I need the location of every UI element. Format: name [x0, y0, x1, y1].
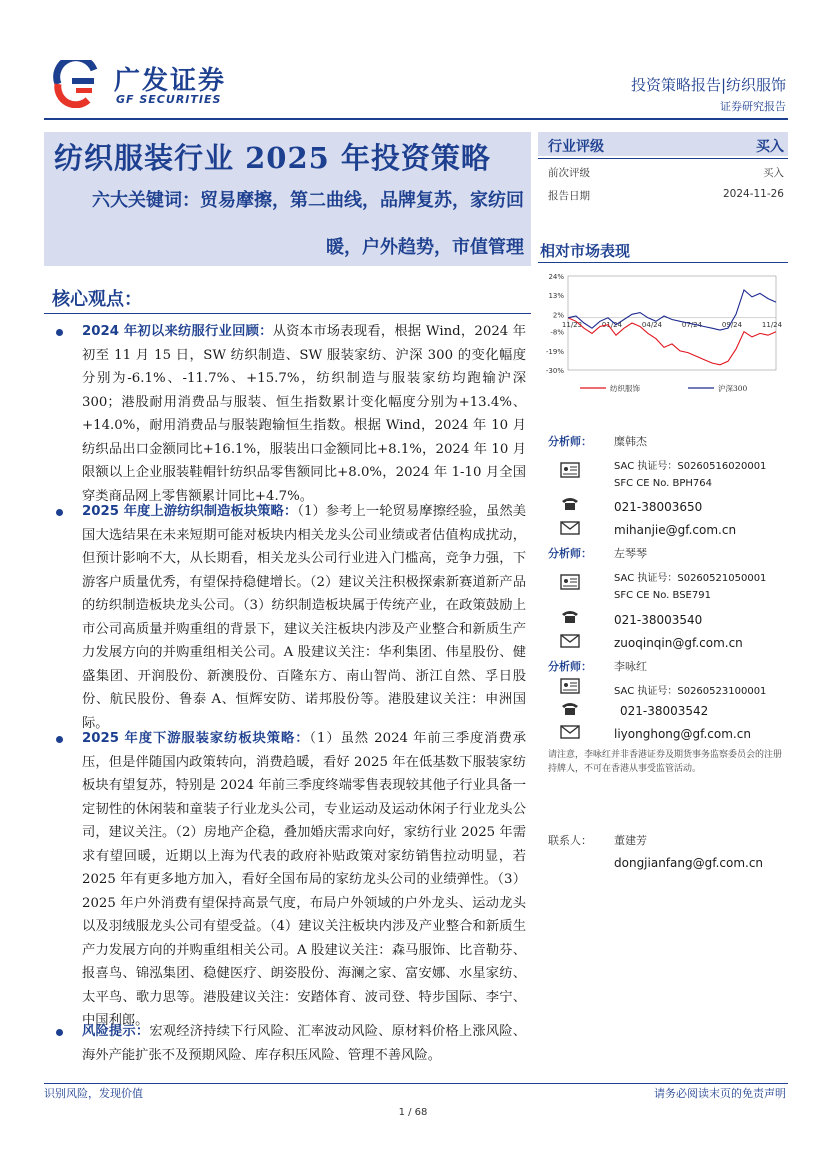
email-icon	[560, 633, 580, 649]
y-tick-label: 2%	[552, 311, 564, 320]
license-notice: 请注意，李咏红并非香港证券及期货事务监察委员会的注册持牌人，不可在香港从事受监管活动。	[548, 750, 783, 774]
core-item-lead: 风险提示：	[82, 1024, 150, 1039]
phone-icon	[560, 700, 580, 716]
x-tick-label: 01/24	[601, 320, 623, 329]
core-view-divider	[44, 313, 531, 314]
series-line-hs300	[568, 290, 776, 330]
analyst-phone: 021-38003540	[614, 613, 703, 627]
rating-divider	[538, 158, 788, 159]
x-tick-label: 11/24	[761, 320, 783, 329]
gf-logo-icon	[48, 60, 110, 108]
analyst-sfc: SFC CE No. BSE791	[614, 590, 711, 601]
analyst-label: 分析师：	[548, 660, 592, 673]
y-tick-label: -30%	[545, 367, 564, 375]
legend-label: 沪深300	[718, 384, 748, 393]
x-tick-label: 07/24	[681, 320, 703, 329]
report-type: 投资策略报告|纺织服饰	[630, 76, 786, 94]
report-date-value: 2024-11-26	[722, 188, 784, 200]
analyst-sac: SAC 执证号：S0260516020001	[614, 461, 767, 472]
rating-label: 行业评级	[548, 139, 604, 155]
analyst-phone: 021-38003542	[620, 704, 709, 718]
analyst-label: 分析师：	[548, 547, 592, 560]
email-icon	[560, 724, 580, 740]
performance-divider	[538, 262, 788, 263]
performance-title: 相对市场表现	[540, 242, 631, 260]
report-title: 纺织服装行业 2025 年投资策略	[54, 141, 491, 175]
core-item	[54, 1020, 526, 1067]
prev-rating-label: 前次评级	[548, 167, 590, 179]
y-tick-label: -8%	[550, 328, 564, 337]
page-number: 1 / 68	[398, 1107, 428, 1118]
footer-disclaimer-link[interactable]: 请务必阅读末页的免责声明	[654, 1087, 786, 1100]
analyst-name: 李咏红	[614, 660, 647, 673]
analyst-sac: SAC 执证号：S0260521050001	[614, 573, 767, 584]
analyst-email[interactable]: liyonghong@gf.com.cn	[614, 727, 751, 741]
x-tick-label: 11/23	[561, 320, 583, 329]
core-item-text: 从资本市场表现看，根据 Wind，2024 年初至 11 月 15 日，SW 纺织制造、SW 服装家纺、沪深 300 的变化幅度分别为-6.1%、-11.7%、+15.7%，纺织制造与服装家纺均跑输沪深 300；港股耐用消费品与服装、恒生指数累计变化幅度分别为+13.4%、+14.0%，耐用消费品与服装跑输恒生指数。根据 Wind，2024 年 10 月纺织品出口金额同比+16.1%，服装出口金额同比+8.1%，2024 年 10 月限额以上企业服装鞋帽针纺织品零售额同比+8.0%，2024 年 1-10 月全国穿类商品网上零售额累计同比+4.7%。	[82, 324, 526, 504]
id-card-icon	[560, 678, 580, 694]
y-tick-label: 13%	[548, 292, 564, 301]
core-view-heading: 核心观点：	[52, 289, 142, 310]
x-tick-label: 04/24	[641, 320, 663, 329]
analyst-phone: 021-38003650	[614, 500, 703, 514]
core-item-text: 宏观经济持续下行风险、汇率波动风险、原材料价格上涨风险、海外产能扩张不及预期风险、库存积压风险、管理不善风险。	[82, 1024, 527, 1063]
footer-divider	[44, 1083, 788, 1084]
phone-icon	[560, 495, 580, 511]
legend-label: 纺织服饰	[610, 384, 640, 393]
email-icon	[560, 520, 580, 536]
footer-slogan: 识别风险，发现价值	[44, 1087, 143, 1100]
logo-text-cn: 广发证券	[114, 66, 227, 96]
core-item-lead: 2025 年度下游服装家纺板块策略：	[82, 731, 310, 746]
logo-text-en: GF SECURITIES	[116, 93, 222, 106]
contact-label: 联系人：	[548, 834, 592, 847]
x-tick-label: 09/24	[721, 320, 743, 329]
analyst-sac: SAC 执证号：S0260523100001	[614, 686, 767, 697]
header-divider	[44, 118, 788, 120]
y-tick-label: 24%	[548, 273, 564, 281]
series-line-textile	[568, 318, 776, 365]
analyst-label: 分析师：	[548, 435, 592, 448]
core-item	[54, 320, 526, 508]
y-tick-label: -19%	[545, 347, 564, 356]
core-item	[54, 500, 526, 735]
contact-name: 董建芳	[614, 834, 647, 847]
report-date-label: 报告日期	[548, 190, 590, 202]
core-item	[54, 727, 526, 1033]
contact-email[interactable]: dongjianfang@gf.com.cn	[614, 856, 764, 870]
relative-performance-chart	[540, 270, 786, 400]
core-item-text: （1）参考上一轮贸易摩擦经验，虽然美国大选结果在未来短期可能对板块内相关龙头公司业绩或者估值构成扰动，但预计影响不大，从长期看，相关龙头公司行业进入门槛高，竞争力强，下游客户质量优秀，有望保持稳健增长。（2）建议关注积极探索新赛道新产品的纺织制造板块龙头公司。（3）纺织制造板块属于传统产业，在政策鼓励上市公司高质量并购重组的背景下，建议关注板块内涉及产业整合和新质生产力发展方向的并购重组相关公司。A 股建议关注：华利集团、伟星股份、健盛集团、开润股份、新澳股份、百隆东方、南山智尚、浙江自然、孚日股份、航民股份、鲁泰 A、恒辉安防、诺邦股份等。港股建议关注：申洲国际。	[82, 504, 527, 731]
core-item-lead: 2024 年初以来纺服行业回顾：	[82, 324, 273, 339]
report-category: 证券研究报告	[720, 100, 786, 113]
report-subtitle-line1: 六大关键词：贸易摩擦，第二曲线，品牌复苏，家纺回	[92, 190, 524, 211]
rating-value: 买入	[756, 139, 784, 155]
phone-icon	[560, 608, 580, 624]
analyst-sfc: SFC CE No. BPH764	[614, 478, 713, 489]
analyst-email[interactable]: zuoqinqin@gf.com.cn	[614, 636, 743, 650]
report-subtitle-line2: 暖，户外趋势，市值管理	[326, 237, 524, 258]
core-item-text: （1）虽然 2024 年前三季度消费承压，但是伴随国内政策转向，消费趋暖，看好 2025 年在低基数下服装家纺板块有望复苏，特别是 2024 年前三季度终端零售表现较其他子行业具备一定韧性的休闲装和童装子行业龙头公司，专业运动及运动休闲子行业龙头公司，建议关注。（2）房地产企稳，叠加婚庆需求向好，家纺行业 2025 年需求有望回暖，近期以上海为代表的政府补贴政策对家纺销售拉动明显，若 2025 年有更多地方加入，看好全国布局的家纺龙头公司的业绩弹性。（3）2025 年户外消费有望保持高景气度，布局户外领域的户外龙头、运动龙头以及羽绒服龙头公司有望受益。（4）建议关注板块内涉及产业整合和新质生产力发展方向的并购重组相关公司。A 股建议关注：森马服饰、比音勒芬、报喜鸟、锦泓集团、稳健医疗、朗姿股份、海澜之家、富安娜、水星家纺、太平鸟、歌力思等。港股建议关注：安踏体育、波司登、特步国际、李宁、中国利郎。	[82, 731, 527, 1028]
id-card-icon	[560, 462, 580, 478]
prev-rating-value: 买入	[763, 167, 784, 179]
analyst-name: 左琴琴	[614, 547, 647, 560]
analyst-email[interactable]: mihanjie@gf.com.cn	[614, 523, 737, 537]
core-item-lead: 2025 年度上游纺织制造板块策略：	[82, 504, 298, 519]
analyst-name: 糜韩杰	[614, 435, 647, 448]
id-card-icon	[560, 574, 580, 590]
